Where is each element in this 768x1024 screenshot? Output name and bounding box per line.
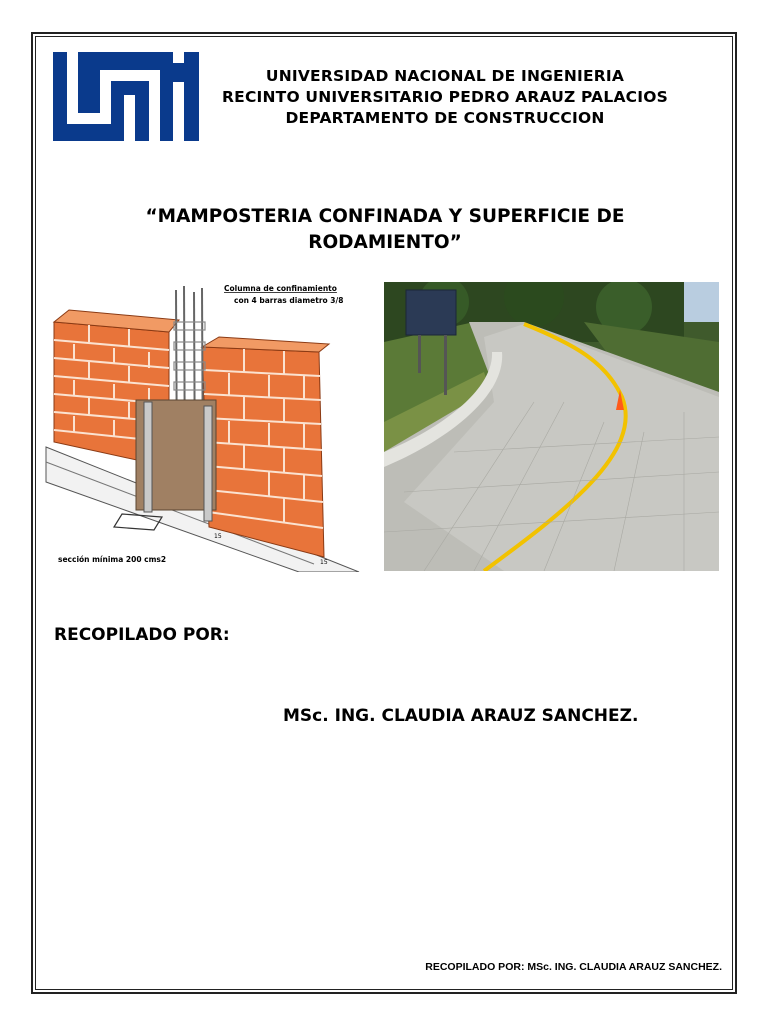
page-footer: RECOPILADO POR: MSc. ING. CLAUDIA ARAUZ SANCHEZ. — [425, 961, 722, 973]
dimension-label-b: 15 — [320, 559, 328, 566]
university-name: UNIVERSIDAD NACIONAL DE INGENIERIA — [265, 67, 625, 85]
department-name: DEPARTAMENTO DE CONSTRUCCION — [285, 109, 605, 127]
caption-column: Columna de confinamiento — [224, 284, 337, 293]
author-name: MSc. ING. CLAUDIA ARAUZ SANCHEZ. — [283, 706, 639, 726]
title-line-2: RODAMIENTO” — [308, 232, 462, 253]
institution-header — [210, 66, 680, 129]
caption-min-section: sección mínima 200 cms2 — [58, 555, 167, 564]
caption-rebars: con 4 barras diametro 3/8 — [234, 296, 344, 305]
confined-masonry-illustration — [44, 282, 374, 572]
title-line-1: “MAMPOSTERIA CONFINADA Y SUPERFICIE DE — [145, 206, 625, 227]
dimension-label-a: 15 — [214, 533, 222, 540]
uni-logo-icon — [53, 52, 199, 141]
paved-road-photo — [384, 282, 719, 571]
document-title — [90, 204, 680, 256]
campus-name: RECINTO UNIVERSITARIO PEDRO ARAUZ PALACIOS — [222, 88, 668, 106]
compiled-by-label: RECOPILADO POR: — [54, 625, 230, 645]
